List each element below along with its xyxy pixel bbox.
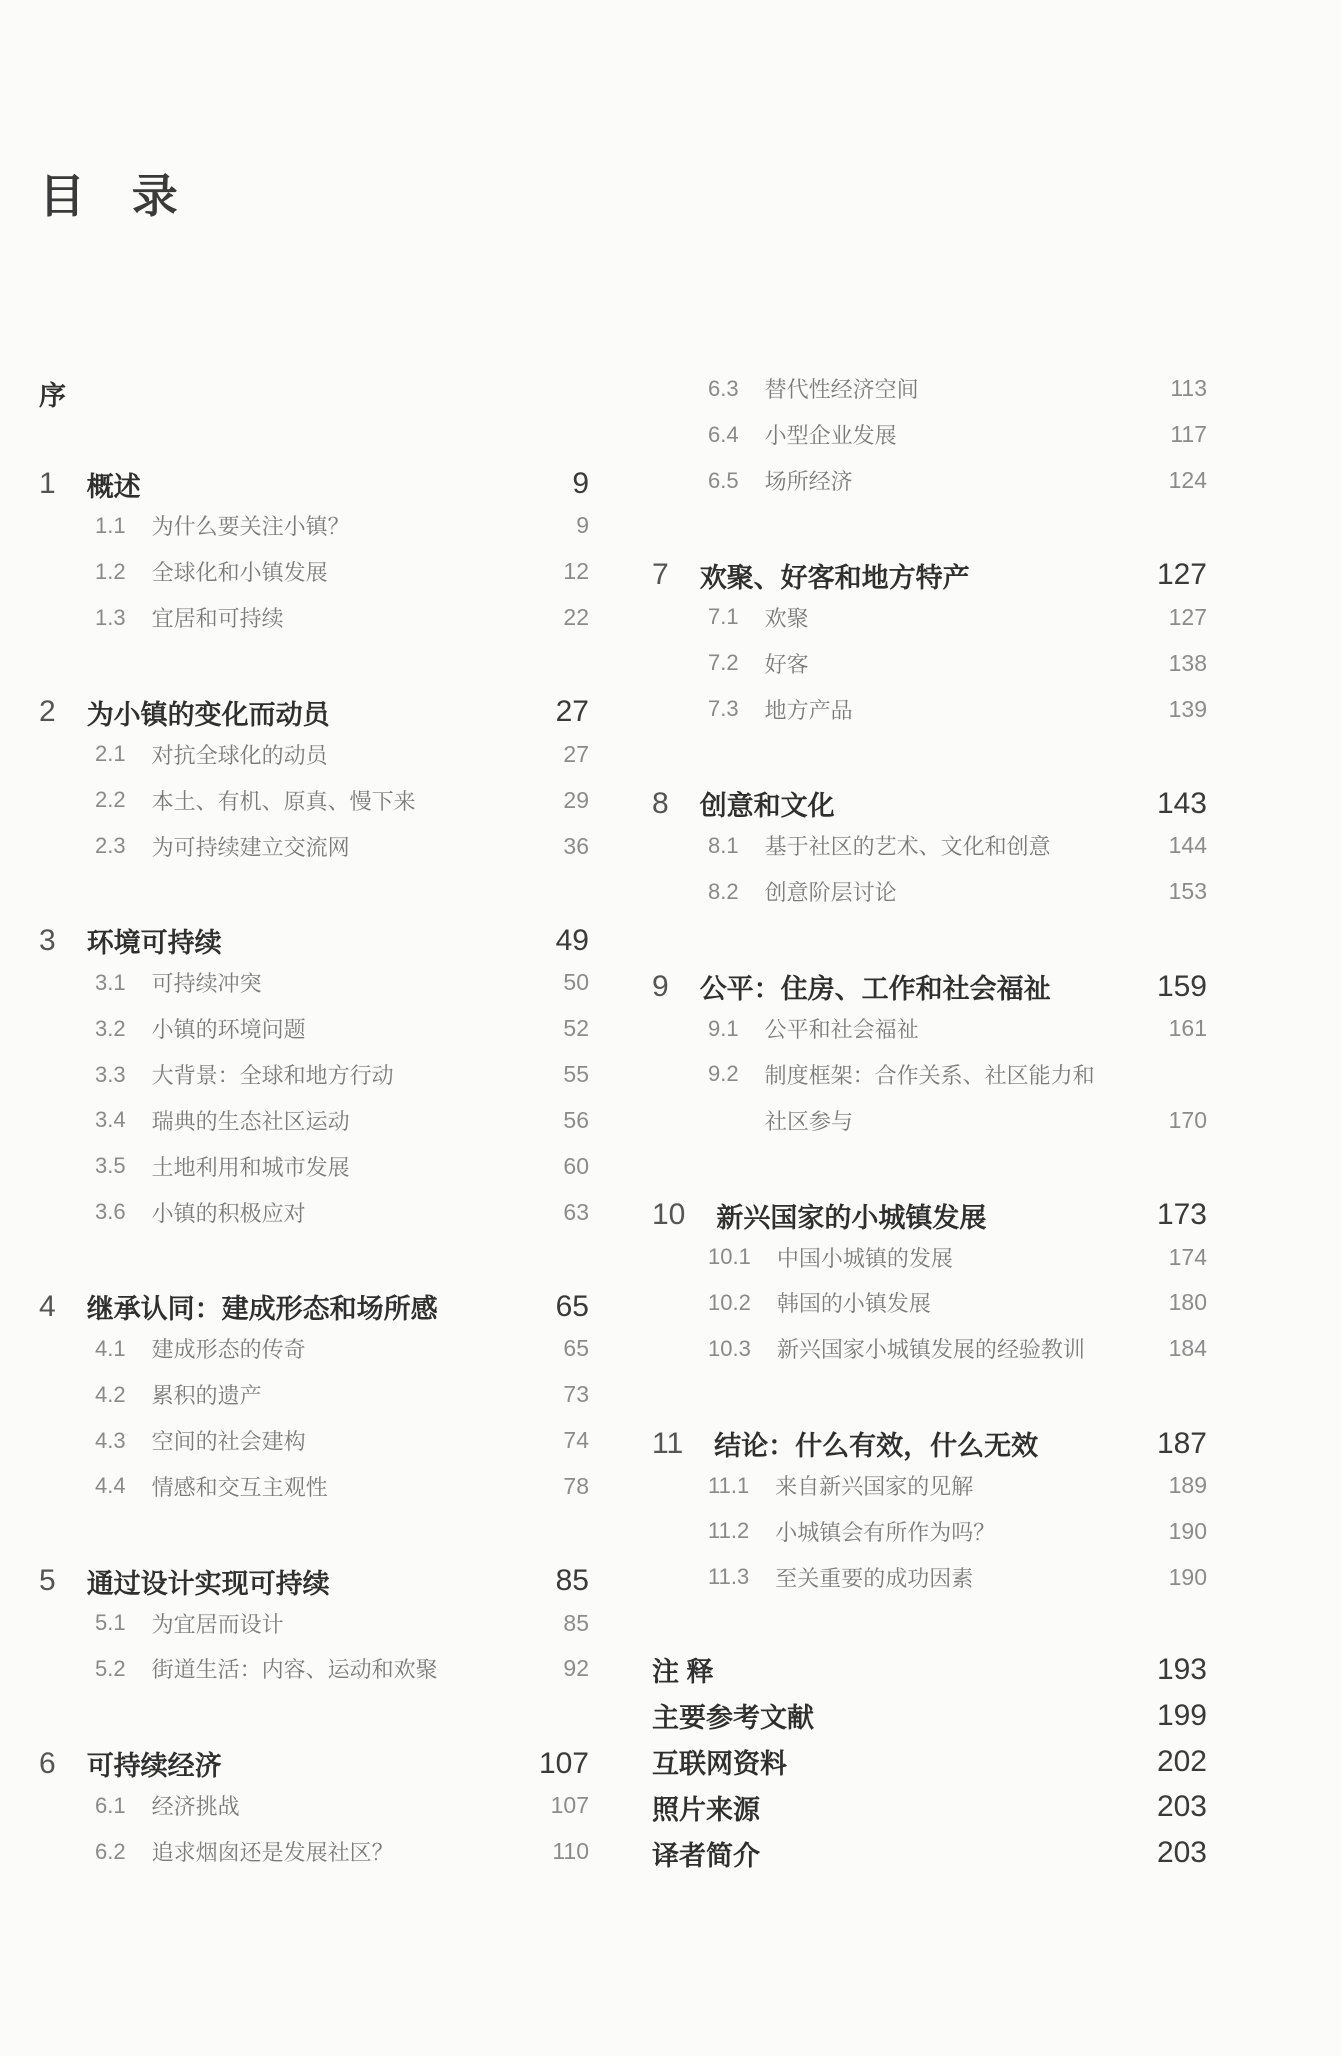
section-title: 新兴国家小城镇发展的经验教训 <box>776 1337 1085 1363</box>
toc-section-continuation-row <box>652 1097 1207 1143</box>
section-page-number: 92 <box>563 1655 589 1682</box>
toc-chapter-group <box>39 1745 589 1875</box>
toc-section-row <box>652 869 1207 915</box>
toc-section-row <box>652 640 1207 686</box>
chapter-title: 公平：住房、工作和社会福祉 <box>699 974 1051 1005</box>
section-page-number: 113 <box>1170 375 1207 402</box>
back-matter-row <box>652 1647 1207 1693</box>
section-page-number: 85 <box>563 1609 589 1636</box>
section-page-number: 153 <box>1168 878 1207 905</box>
toc-chapter-group <box>39 693 589 868</box>
page-title: 目 录 <box>39 170 178 222</box>
back-matter-row <box>652 1785 1207 1831</box>
section-page-number: 180 <box>1168 1289 1207 1316</box>
toc-chapter-row <box>39 1288 589 1326</box>
section-title: 为可持续建立交流网 <box>151 834 350 860</box>
toc-chapter-group <box>652 1425 1207 1600</box>
toc-section-row <box>39 1418 589 1464</box>
toc-chapter-group <box>652 1196 1207 1371</box>
section-number: 7.3 <box>708 696 739 722</box>
section-title: 空间的社会建构 <box>151 1429 306 1454</box>
toc-section-row <box>39 1372 589 1418</box>
section-page-number: 78 <box>563 1472 589 1499</box>
section-number: 4.3 <box>95 1427 126 1453</box>
toc-chapter-row <box>39 1745 589 1783</box>
section-title: 大背景：全球和地方行动 <box>151 1063 394 1089</box>
chapter-title: 可持续经济 <box>86 1751 222 1782</box>
section-number: 3.2 <box>95 1015 126 1041</box>
section-title: 制度框架：合作关系、社区能力和 <box>764 1062 1095 1088</box>
chapter-number: 4 <box>39 1289 56 1323</box>
section-page-number: 55 <box>563 1061 589 1088</box>
section-page-number: 184 <box>1168 1335 1207 1362</box>
section-number: 2.1 <box>95 741 126 767</box>
section-page-number: 110 <box>552 1838 589 1865</box>
back-matter-title: 译者简介 <box>652 1840 760 1871</box>
section-page-number: 22 <box>563 604 589 631</box>
toc-section-row <box>652 1234 1207 1280</box>
section-title: 瑞典的生态社区运动 <box>151 1108 350 1134</box>
section-title: 情感和交互主观性 <box>151 1474 328 1500</box>
section-title: 为什么要关注小镇？ <box>151 514 350 540</box>
toc-section-row <box>39 1783 589 1829</box>
section-page-number: 174 <box>1168 1243 1207 1270</box>
section-page-number: 170 <box>1168 1106 1207 1133</box>
section-number: 2.2 <box>95 787 126 813</box>
section-number: 1.1 <box>95 512 126 538</box>
toc-right-chapters <box>652 366 1207 1600</box>
section-title: 建成形态的传奇 <box>151 1337 306 1363</box>
chapter-title: 为小镇的变化而动员 <box>86 699 330 730</box>
toc-left-column <box>39 374 589 1875</box>
chapter-title: 通过设计实现可持续 <box>86 1568 330 1599</box>
section-title: 来自新兴国家的见解 <box>775 1474 974 1499</box>
chapter-page-number: 27 <box>555 695 589 729</box>
section-number: 9.2 <box>708 1061 739 1087</box>
toc-section-row <box>39 1463 589 1509</box>
section-page-number: 117 <box>1170 421 1207 448</box>
toc-chapter-row <box>652 785 1207 823</box>
section-page-number: 190 <box>1168 1517 1207 1544</box>
toc-section-row <box>39 1600 589 1646</box>
section-title: 土地利用和城市发展 <box>151 1154 350 1180</box>
section-title: 好客 <box>764 651 809 677</box>
section-number: 4.2 <box>95 1381 126 1407</box>
toc-section-row <box>652 1326 1207 1372</box>
section-title: 可持续冲突 <box>151 971 262 997</box>
section-title: 小型企业发展 <box>764 423 897 449</box>
section-page-number: 9 <box>576 512 589 539</box>
back-matter-page-number: 193 <box>1156 1652 1207 1686</box>
toc-chapter-row <box>39 922 589 960</box>
toc-chapter-group <box>39 922 589 1235</box>
section-number: 6.2 <box>95 1838 126 1864</box>
toc-section-row <box>652 686 1207 732</box>
chapter-title: 创意和文化 <box>699 791 835 822</box>
section-title: 对抗全球化的动员 <box>151 742 328 768</box>
section-number: 11.3 <box>708 1564 750 1590</box>
section-number: 5.2 <box>95 1655 126 1681</box>
back-matter-page-number: 199 <box>1156 1698 1207 1732</box>
section-page-number: 12 <box>563 558 589 585</box>
chapter-number: 3 <box>39 923 56 957</box>
toc-chapter-group <box>39 465 589 640</box>
chapter-number: 5 <box>39 1564 56 1598</box>
section-number: 11.1 <box>708 1472 750 1498</box>
section-page-number: 73 <box>563 1381 589 1408</box>
section-title: 创意阶层讨论 <box>764 880 897 906</box>
section-page-number: 107 <box>550 1792 589 1819</box>
section-page-number: 144 <box>1168 832 1207 859</box>
section-title: 为宜居而设计 <box>151 1611 284 1637</box>
toc-section-row <box>39 595 589 641</box>
chapter-page-number: 65 <box>555 1289 589 1323</box>
toc-chapter-group <box>39 1288 589 1509</box>
toc-section-row <box>652 594 1207 640</box>
section-number: 1.2 <box>95 558 126 584</box>
section-number: 7.2 <box>708 650 739 676</box>
section-number: 6.5 <box>708 467 739 493</box>
chapter-number: 6 <box>39 1746 56 1780</box>
toc-section-row <box>39 1646 589 1692</box>
section-page-number: 56 <box>563 1106 589 1133</box>
toc-section-row <box>652 823 1207 869</box>
toc-chapter-row <box>652 968 1207 1006</box>
chapter-title: 概述 <box>86 471 141 502</box>
toc-section-row <box>652 1280 1207 1326</box>
toc-section-row <box>652 366 1207 412</box>
toc-section-row <box>652 458 1207 504</box>
chapter-page-number: 159 <box>1156 969 1207 1003</box>
section-number: 7.1 <box>708 604 739 630</box>
section-title-continued: 社区参与 <box>765 1108 854 1134</box>
back-matter-row <box>652 1830 1207 1876</box>
section-page-number: 161 <box>1168 1015 1207 1042</box>
chapter-number: 8 <box>652 786 669 820</box>
section-number: 6.3 <box>708 375 739 401</box>
back-matter-page-number: 203 <box>1156 1836 1207 1870</box>
section-title: 追求烟囱还是发展社区？ <box>151 1840 394 1866</box>
chapter-page-number: 127 <box>1156 558 1207 592</box>
section-page-number: 36 <box>563 832 589 859</box>
back-matter-title: 主要参考文献 <box>652 1703 814 1734</box>
section-page-number: 138 <box>1168 649 1207 676</box>
section-number: 3.4 <box>95 1107 126 1133</box>
section-title: 小镇的积极应对 <box>151 1200 306 1226</box>
section-number: 3.3 <box>95 1061 126 1087</box>
section-number: 3.5 <box>95 1153 126 1179</box>
section-title: 公平和社会福祉 <box>764 1017 919 1043</box>
section-title: 小镇的环境问题 <box>151 1017 306 1043</box>
toc-chapter-row <box>652 1196 1207 1234</box>
section-title: 小城镇会有所作为吗？ <box>775 1519 996 1545</box>
chapter-page-number: 107 <box>538 1746 589 1780</box>
chapter-page-number: 173 <box>1156 1198 1207 1232</box>
section-page-number: 65 <box>563 1335 589 1362</box>
section-number: 3.1 <box>95 969 126 995</box>
chapter-number: 1 <box>39 467 56 500</box>
section-number: 8.1 <box>708 832 739 858</box>
section-number: 10.2 <box>708 1289 751 1315</box>
chapter-title: 新兴国家的小城镇发展 <box>716 1202 987 1233</box>
chapter-title: 序 <box>39 380 66 411</box>
section-title: 基于社区的艺术、文化和创意 <box>764 834 1051 860</box>
chapter-page-number: 143 <box>1156 786 1207 820</box>
section-page-number: 50 <box>563 969 589 996</box>
section-number: 10.1 <box>708 1244 751 1270</box>
chapter-number: 2 <box>39 695 56 729</box>
toc-section-row <box>652 412 1207 458</box>
chapter-page-number: 49 <box>555 923 589 957</box>
toc-section-row <box>39 731 589 777</box>
toc-section-row <box>39 1143 589 1189</box>
section-number: 6.4 <box>708 421 739 447</box>
toc-chapter-row <box>652 556 1207 594</box>
section-number: 1.3 <box>95 604 126 630</box>
chapter-page-number: 187 <box>1156 1426 1207 1460</box>
section-number: 4.1 <box>95 1335 126 1361</box>
toc-chapter-row <box>39 693 589 731</box>
toc-chapter-group <box>652 366 1207 503</box>
section-title: 全球化和小镇发展 <box>151 560 328 586</box>
chapter-number: 9 <box>652 969 669 1003</box>
section-page-number: 27 <box>563 740 589 767</box>
back-matter-page-number: 202 <box>1156 1744 1207 1778</box>
section-page-number: 190 <box>1168 1563 1207 1590</box>
back-matter-row <box>652 1693 1207 1739</box>
section-number: 2.3 <box>95 833 126 859</box>
section-title: 替代性经济空间 <box>764 377 919 403</box>
section-page-number: 52 <box>563 1015 589 1042</box>
toc-chapter-group <box>39 374 589 412</box>
section-page-number: 60 <box>563 1152 589 1179</box>
section-number: 11.2 <box>708 1518 750 1544</box>
section-number: 4.4 <box>95 1473 126 1499</box>
section-title: 宜居和可持续 <box>151 606 284 632</box>
chapter-title: 欢聚、好客和地方特产 <box>699 562 970 593</box>
toc-chapter-row <box>39 465 589 503</box>
toc-section-row <box>652 1508 1207 1554</box>
toc-section-row <box>39 549 589 595</box>
section-title: 韩国的小镇发展 <box>776 1291 931 1317</box>
chapter-number: 11 <box>652 1426 684 1460</box>
toc-section-row <box>652 1051 1207 1097</box>
toc-section-row <box>39 1326 589 1372</box>
back-matter-page-number: 203 <box>1156 1790 1207 1824</box>
section-page-number: 74 <box>563 1427 589 1453</box>
toc-chapter-group <box>652 785 1207 915</box>
back-matter-row <box>652 1739 1207 1785</box>
toc-section-row <box>39 777 589 823</box>
section-title: 场所经济 <box>764 469 853 495</box>
chapter-title: 结论：什么有效，什么无效 <box>714 1431 1039 1462</box>
chapter-title: 环境可持续 <box>86 928 222 959</box>
toc-chapter-group <box>652 556 1207 731</box>
section-page-number: 139 <box>1168 695 1207 722</box>
toc-section-row <box>39 823 589 869</box>
section-title: 本土、有机、原真、慢下来 <box>151 788 416 814</box>
toc-section-row <box>652 1554 1207 1600</box>
toc-chapter-row <box>39 1562 589 1600</box>
chapter-title: 继承认同：建成形态和场所感 <box>86 1294 438 1325</box>
section-page-number: 29 <box>563 786 589 813</box>
toc-chapter-row <box>652 1425 1207 1463</box>
toc-section-row <box>39 1006 589 1052</box>
section-number: 3.6 <box>95 1199 126 1225</box>
back-matter-title: 注 释 <box>652 1657 714 1688</box>
section-title: 累积的遗产 <box>151 1383 262 1409</box>
section-title: 街道生活：内容、运动和欢聚 <box>151 1657 438 1683</box>
section-number: 9.1 <box>708 1015 739 1041</box>
section-title: 中国小城镇的发展 <box>776 1245 953 1271</box>
section-number: 6.1 <box>95 1792 126 1818</box>
toc-chapter-row <box>39 374 589 412</box>
section-number: 5.1 <box>95 1610 126 1636</box>
section-title: 欢聚 <box>764 605 809 631</box>
section-page-number: 189 <box>1168 1472 1207 1498</box>
chapter-number: 10 <box>652 1198 686 1232</box>
chapter-page-number: 9 <box>572 467 589 500</box>
toc-back-matter <box>652 1647 1207 1876</box>
section-number: 8.2 <box>708 878 739 904</box>
toc-section-row <box>39 960 589 1006</box>
toc-chapter-group <box>39 1562 589 1692</box>
section-page-number: 127 <box>1168 603 1207 630</box>
toc-right-column <box>652 366 1207 1876</box>
toc-section-row <box>39 1829 589 1875</box>
section-title: 地方产品 <box>764 697 853 723</box>
toc-section-row <box>39 503 589 549</box>
chapter-number: 7 <box>652 558 669 592</box>
toc-section-row <box>39 1052 589 1098</box>
toc-section-row <box>39 1189 589 1235</box>
toc-chapter-group <box>652 968 1207 1143</box>
toc-section-row <box>652 1463 1207 1509</box>
section-title: 经济挑战 <box>151 1794 240 1820</box>
back-matter-title: 互联网资料 <box>652 1749 787 1780</box>
section-page-number: 63 <box>563 1198 589 1225</box>
section-title: 至关重要的成功因素 <box>775 1565 974 1591</box>
section-number: 10.3 <box>708 1335 751 1361</box>
toc-section-row <box>652 1006 1207 1052</box>
back-matter-title: 照片来源 <box>652 1794 760 1825</box>
toc-section-row <box>39 1097 589 1143</box>
chapter-page-number: 85 <box>555 1564 589 1598</box>
section-page-number: 124 <box>1168 467 1207 494</box>
